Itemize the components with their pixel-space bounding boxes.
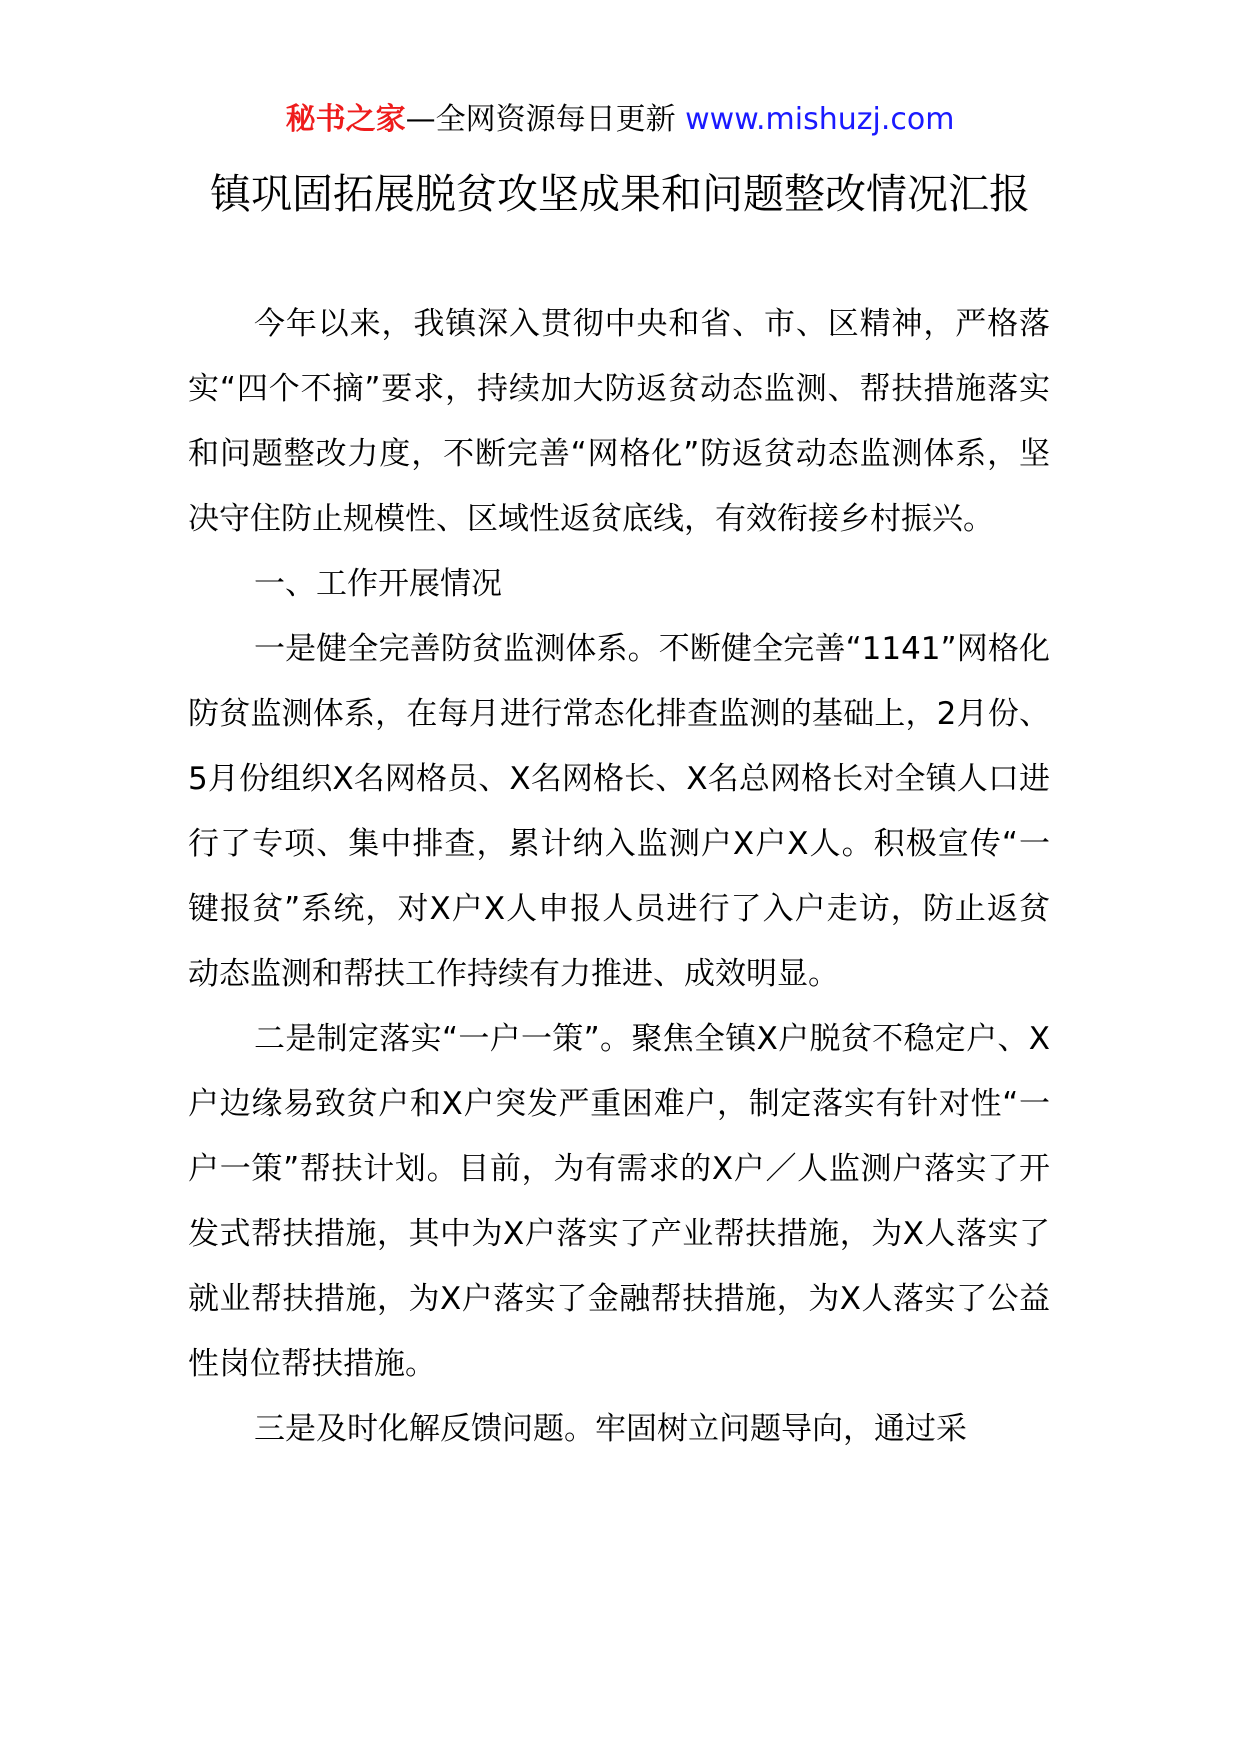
body-paragraph: 三是及时化解反馈问题。牢固树立问题导向，通过采 <box>254 1411 967 1447</box>
section-heading: 一、工作开展情况 <box>254 566 502 602</box>
brand-name: 秘书之家 <box>285 102 406 137</box>
site-header <box>0 100 1240 140</box>
intro-paragraph: 今年以来，我镇深入贯彻中央和省、市、区精神，严格落实“四个不摘”要求，持续加大防返贫动态监测、帮扶措施落实和问题整改力度，不断完善“网格化”防返贫动态监测体系，坚决守住防止规模性、区域性返贫底线，有效衔接乡村振兴。 <box>188 306 1050 537</box>
header-tagline: —全网资源每日更新 <box>405 102 686 137</box>
body-paragraph: 一是健全完善防贫监测体系。不断健全完善“1141”网格化防贫监测体系，在每月进行常态化排查监测的基础上，2月份、5月份组织X名网格员、X名网格长、X名总网格长对全镇人口进行了专项、集中排查，累计纳入监测户X户X人。积极宣传“一键报贫”系统，对X户X人申报人员进行了入户走访，防止返贫动态监测和帮扶工作持续有力推进、成效明显。 <box>188 631 1050 992</box>
document-title: 镇巩固拓展脱贫攻坚成果和问题整改情况汇报 <box>210 170 1030 218</box>
document-body <box>188 292 1050 1462</box>
site-url-link[interactable]: www.mishuzj.com <box>685 102 955 137</box>
body-paragraph: 二是制定落实“一户一策”。聚焦全镇X户脱贫不稳定户、X户边缘易致贫户和X户突发严重困难户，制定落实有针对性“一户一策”帮扶计划。目前，为有需求的X户／人监测户落实了开发式帮扶措施，其中为X户落实了产业帮扶措施，为X人落实了就业帮扶措施，为X户落实了金融帮扶措施，为X人落实了公益性岗位帮扶措施。 <box>188 1021 1050 1382</box>
